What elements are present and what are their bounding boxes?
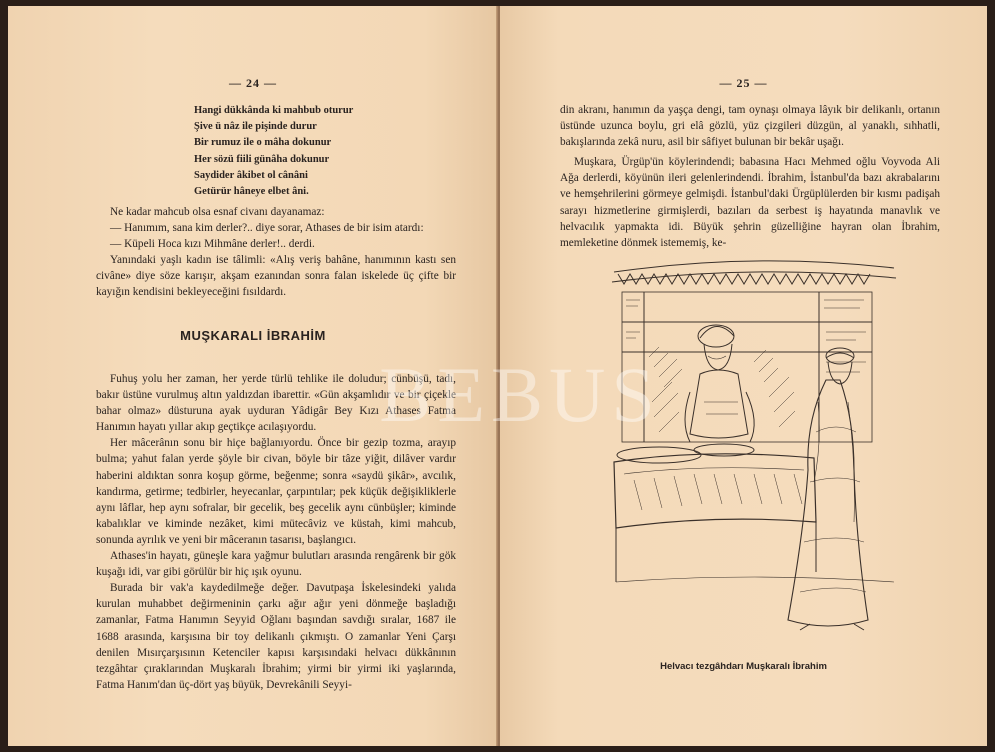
paragraph: Burada bir vak'a kaydedilmeğe değer. Davutpaşa İskelesindeki yalıda kurulan muhabbet değirmeninin çarkı ağır ağır yeni dönmeğe başladığı zamanlar, Fatma Hanımın Seyyid Oğlanı başından savdığı sıralar, 1687 ile 1688 arasında, karşısına bir toy delikanlı çıkmıştı. O zamanlar Yeni Çarşı denilen Mısırçarşısının Ketenciler kapısı karşısındaki helvacı dükkânının tezgâhtar çıraklarından Muşkaralı İbrahim; yirmi bir yirmi iki yaşlarında, Fatma Hanım'dan üç-dört yaş büyük, Devrekânili Seyyi-: [96, 582, 456, 691]
paragraph: Muşkara, Ürgüp'ün köylerindendi; babasına Hacı Mehmed oğlu Voyvoda Ali Ağa derlerdi, köyünün ileri gelenlerindendi. İbrahim, İstanbul'da bazı akrabalarını ve hemşehrilerini görmeye gelmişdi. İstanbul'daki Ürgüplülerden bir kısmı padişah sarayı hizmetlerine girmişlerdi, bazıları da serbest iş hayatında manavlık ve helvacılık yapmakta idi. Büyük şehrin güzelliğine hayran olan İbrahim, memleketine dönmek istememiş, ke-: [560, 156, 940, 249]
watermark: BEBUS: [379, 351, 661, 438]
poem-line: Her sözü fiili günâha dokunur: [194, 153, 330, 165]
illustration-helva-shop: [604, 252, 900, 658]
right-text-block: [560, 102, 940, 251]
poem-line: Saydider âkibet ol cânâni: [194, 169, 308, 181]
paragraph: Yanındaki yaşlı kadın ise tâlimli: «Alış veriş bahâne, hanımının kastı sen civâne» diye söze karışır, akşam ezanından sonra falan iskelede üç çifte bir kayığın kendisini bekleyeceğini fısıldardı.: [96, 254, 456, 299]
paragraph: — Küpeli Hoca kızı Mihmâne derler!.. derdi.: [110, 238, 315, 251]
paragraph: Her mâcerânın sonu bir hiçe bağlanıyordu. Önce bir gezip tozma, arayıp bulma; yahut falan yerde şöyle bir civan, böyle bir tâze yiğit, dilâver vardır haberini aldıktan sonra koşup görme, beğenme; sonra «saydü şikâr», avcılık, kandırma, getirme; tedbirler, heyecanlar, çarpıntılar; pek küçük değişikliklerle aynı lâflar, hep aynı sofralar, bir gecelik, beş gecelik aynı cünbüşler; kiminde kabalıklar ve kiminde nezâket, kimi mütecâviz ve küstah, kimi mahcub, sonunda ayrılık ve yeni bir mâceranın tasarısı, başlangıcı.: [96, 437, 456, 546]
poem-line: Getürür hâneye elbet âni.: [194, 186, 309, 198]
paragraph: Ne kadar mahcub olsa esnaf civanı dayanamaz:: [110, 206, 325, 218]
poem-line: Bir rumuz ile o mâha dokunur: [194, 137, 332, 149]
right-page: [500, 6, 987, 746]
poem-line: Şive ü nâz ile pişinde durur: [194, 121, 317, 133]
left-page: [8, 6, 498, 746]
paragraph: Fuhuş yolu her zaman, her yerde türlü tehlike ile doludur; cünbüşü, tadı, bakır üstüne vurulmuş altın yaldızdan ibarettir. «Gün akşamlıdır ve bir çiçekle bahar olmaz» düsturuna ayak uyduran Yâdigâr Bey Kızı Athases Fatma Hanımın hayatı yıllar akıp geçtikçe acılaşıyordu.: [96, 373, 456, 434]
page-number-left: — 24 —: [229, 76, 277, 90]
illustration-caption: Helvacı tezgâhdarı Muşkaralı İbrahim: [660, 661, 827, 672]
poem: [194, 103, 353, 200]
paragraph: din akranı, hanımın da yaşça dengi, tam oynaşı olmaya lâyık bir delikanlı, ortanın üstünde uzunca boylu, gri elâ gözlü, yüz çizgileri düzgün, al yanaklı, sıhhatli, bakışlarında zekâ nuru, asil bir sâfiyet bulunan bir bekâr uşağı.: [560, 104, 940, 149]
page-number-right: — 25 —: [719, 76, 768, 90]
poem-line: Hangi dükkânda ki mahbub oturur: [194, 105, 354, 116]
chapter-body: [96, 371, 456, 693]
dialogue-block: [96, 204, 456, 301]
paragraph: — Hanımım, sana kim derler?.. diye sorar, Athases de bir isim atardı:: [110, 222, 424, 235]
chapter-title: MUŞKARALI İBRAHİM: [180, 328, 326, 343]
paragraph: Athases'in hayatı, güneşle kara yağmur bulutları arasında rengârenk bir gök kuşağı idi, var gibi görülür bir hiç ışık oyunu.: [96, 550, 456, 579]
